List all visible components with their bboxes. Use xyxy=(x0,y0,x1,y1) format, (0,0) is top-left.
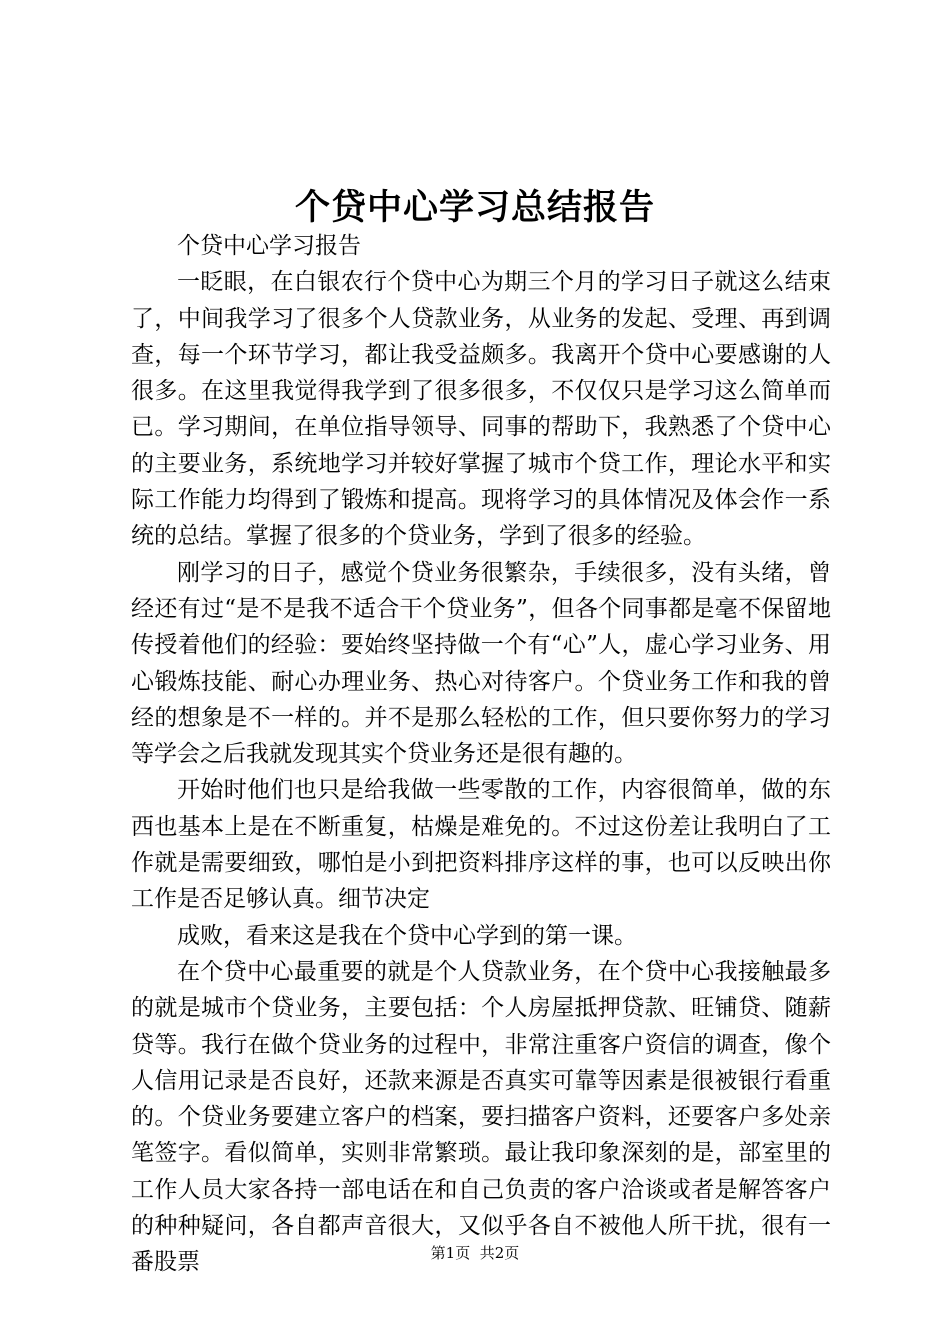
paragraph: 一眨眼，在白银农行个贷中心为期三个月的学习日子就这么结束了，中间我学习了很多个人贷款业务，从业务的发起、受理、再到调查，每一个环节学习，都让我受益颇多。我离开个贷中心要感谢的人很多。在这里我觉得我学到了很多很多，不仅仅只是学习这么简单而已。学习期间，在单位指导领导、同事的帮助下，我熟悉了个贷中心的主要业务，系统地学习并较好掌握了城市个贷工作，理论水平和实际工作能力均得到了锻炼和提高。现将学习的具体情况及体会作一系统的总结。掌握了很多的个贷业务，学到了很多的经验。 xyxy=(131,269,831,550)
paragraph: 在个贷中心最重要的就是个人贷款业务，在个贷中心我接触最多的就是城市个贷业务，主要包括：个人房屋抵押贷款、旺铺贷、随薪贷等。我行在做个贷业务的过程中，非常注重客户资信的调查，像个人信用记录是否良好，还款来源是否真实可靠等因素是很被银行看重的。个贷业务要建立客户的档案，要扫描客户资料，还要客户多处亲笔签字。看似简单，实则非常繁琐。最让我印象深刻的是，部室里的工作人员大家各持一部电话在和自己负责的客户洽谈或者是解答客户的种种疑问，各自都声音很大，又似乎各自不被他人所干扰，很有一番股票 xyxy=(131,958,831,1276)
paragraph: 刚学习的日子，感觉个贷业务很繁杂，手续很多，没有头绪，曾经还有过“是不是我不适合干个贷业务”，但各个同事都是毫不保留地传授着他们的经验：要始终坚持做一个有“心”人，虚心学习业务、用心锻炼技能、耐心办理业务、热心对待客户。个贷业务工作和我的曾经的想象是不一样的。并不是那么轻松的工作，但只要你努力的学习等学会之后我就发现其实个贷业务还是很有趣的。 xyxy=(131,559,831,768)
document-title: 个贷中心学习总结报告 xyxy=(294,187,655,228)
page-footer xyxy=(0,1242,950,1264)
document-body xyxy=(131,228,831,1281)
paragraph: 成败，看来这是我在个贷中心学到的第一课。 xyxy=(177,922,637,949)
paragraph-subtitle: 个贷中心学习报告 xyxy=(177,233,361,259)
page-number-current: 第1页 xyxy=(430,1244,471,1262)
page-number-total: 共2页 xyxy=(479,1244,520,1262)
paragraph: 开始时他们也只是给我做一些零散的工作，内容很简单，做的东西也基本上是在不断重复，枯燥是难免的。不过这份差让我明白了工作就是需要细致，哪怕是小到把资料排序这样的事，也可以反映出你工作是否足够认真。细节决定 xyxy=(131,777,831,913)
